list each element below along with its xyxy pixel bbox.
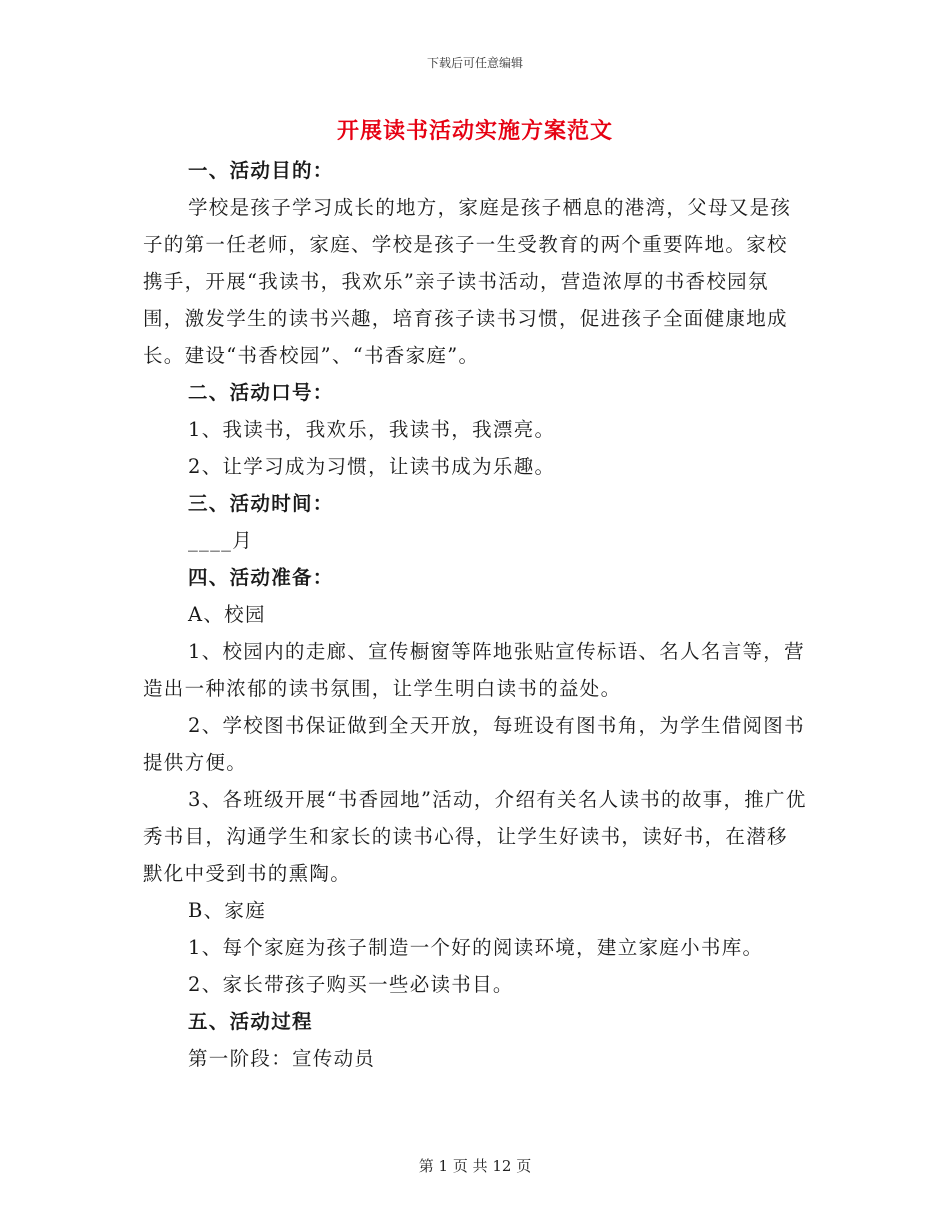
family-item-1: 1、每个家庭为孩子制造一个好的阅读环境，建立家庭小书库。 xyxy=(188,936,764,959)
slogan-item-1: 1、我读书，我欢乐，我读书，我漂亮。 xyxy=(188,418,556,441)
subsection-label-campus: A、校园 xyxy=(188,603,266,626)
subsection-label-family: B、家庭 xyxy=(188,899,267,922)
slogan-item-2: 2、让学习成为习惯，让读书成为乐趣。 xyxy=(188,455,556,478)
section-heading-slogan: 二、活动口号： xyxy=(188,381,334,404)
section-heading-process: 五、活动过程 xyxy=(188,1010,313,1033)
activity-time-value: ____月 xyxy=(188,529,253,552)
document-title: 开展读书活动实施方案范文 xyxy=(336,118,613,144)
section-heading-time: 三、活动时间： xyxy=(188,492,334,515)
section-heading-preparation: 四、活动准备： xyxy=(188,566,334,589)
page-footer: 第 1 页 共 12 页 xyxy=(418,1157,532,1175)
family-item-2: 2、家长带孩子购买一些必读书目。 xyxy=(188,973,514,996)
campus-item-1: 1、校园内的走廊、宣传橱窗等阵地张贴宣传标语、名人名言等，营造出一种浓郁的读书氛围，让学生明白读书的益处。 xyxy=(143,640,805,700)
campus-item-3: 3、各班级开展“书香园地”活动，介绍有关名人读书的故事，推广优秀书目，沟通学生和家长的读书心得，让学生好读书，读好书，在潜移默化中受到书的熏陶。 xyxy=(143,788,807,885)
document-body xyxy=(143,152,808,1077)
process-stage-1: 第一阶段：宣传动员 xyxy=(188,1047,376,1070)
paragraph-purpose: 学校是孩子学习成长的地方，家庭是孩子栖息的港湾，父母又是孩子的第一任老师，家庭、学校是孩子一生受教育的两个重要阵地。家校携手，开展“我读书，我欢乐”亲子读书活动，营造浓厚的书香校园氛围，激发学生的读书兴趣，培育孩子读书习惯，促进孩子全面健康地成长。建设“书香校园”、“书香家庭”。 xyxy=(143,196,792,367)
section-heading-purpose: 一、活动目的： xyxy=(188,159,334,182)
campus-item-2: 2、学校图书保证做到全天开放，每班设有图书角，为学生借阅图书提供方便。 xyxy=(143,714,805,774)
header-note: 下载后可任意编辑 xyxy=(426,56,523,70)
